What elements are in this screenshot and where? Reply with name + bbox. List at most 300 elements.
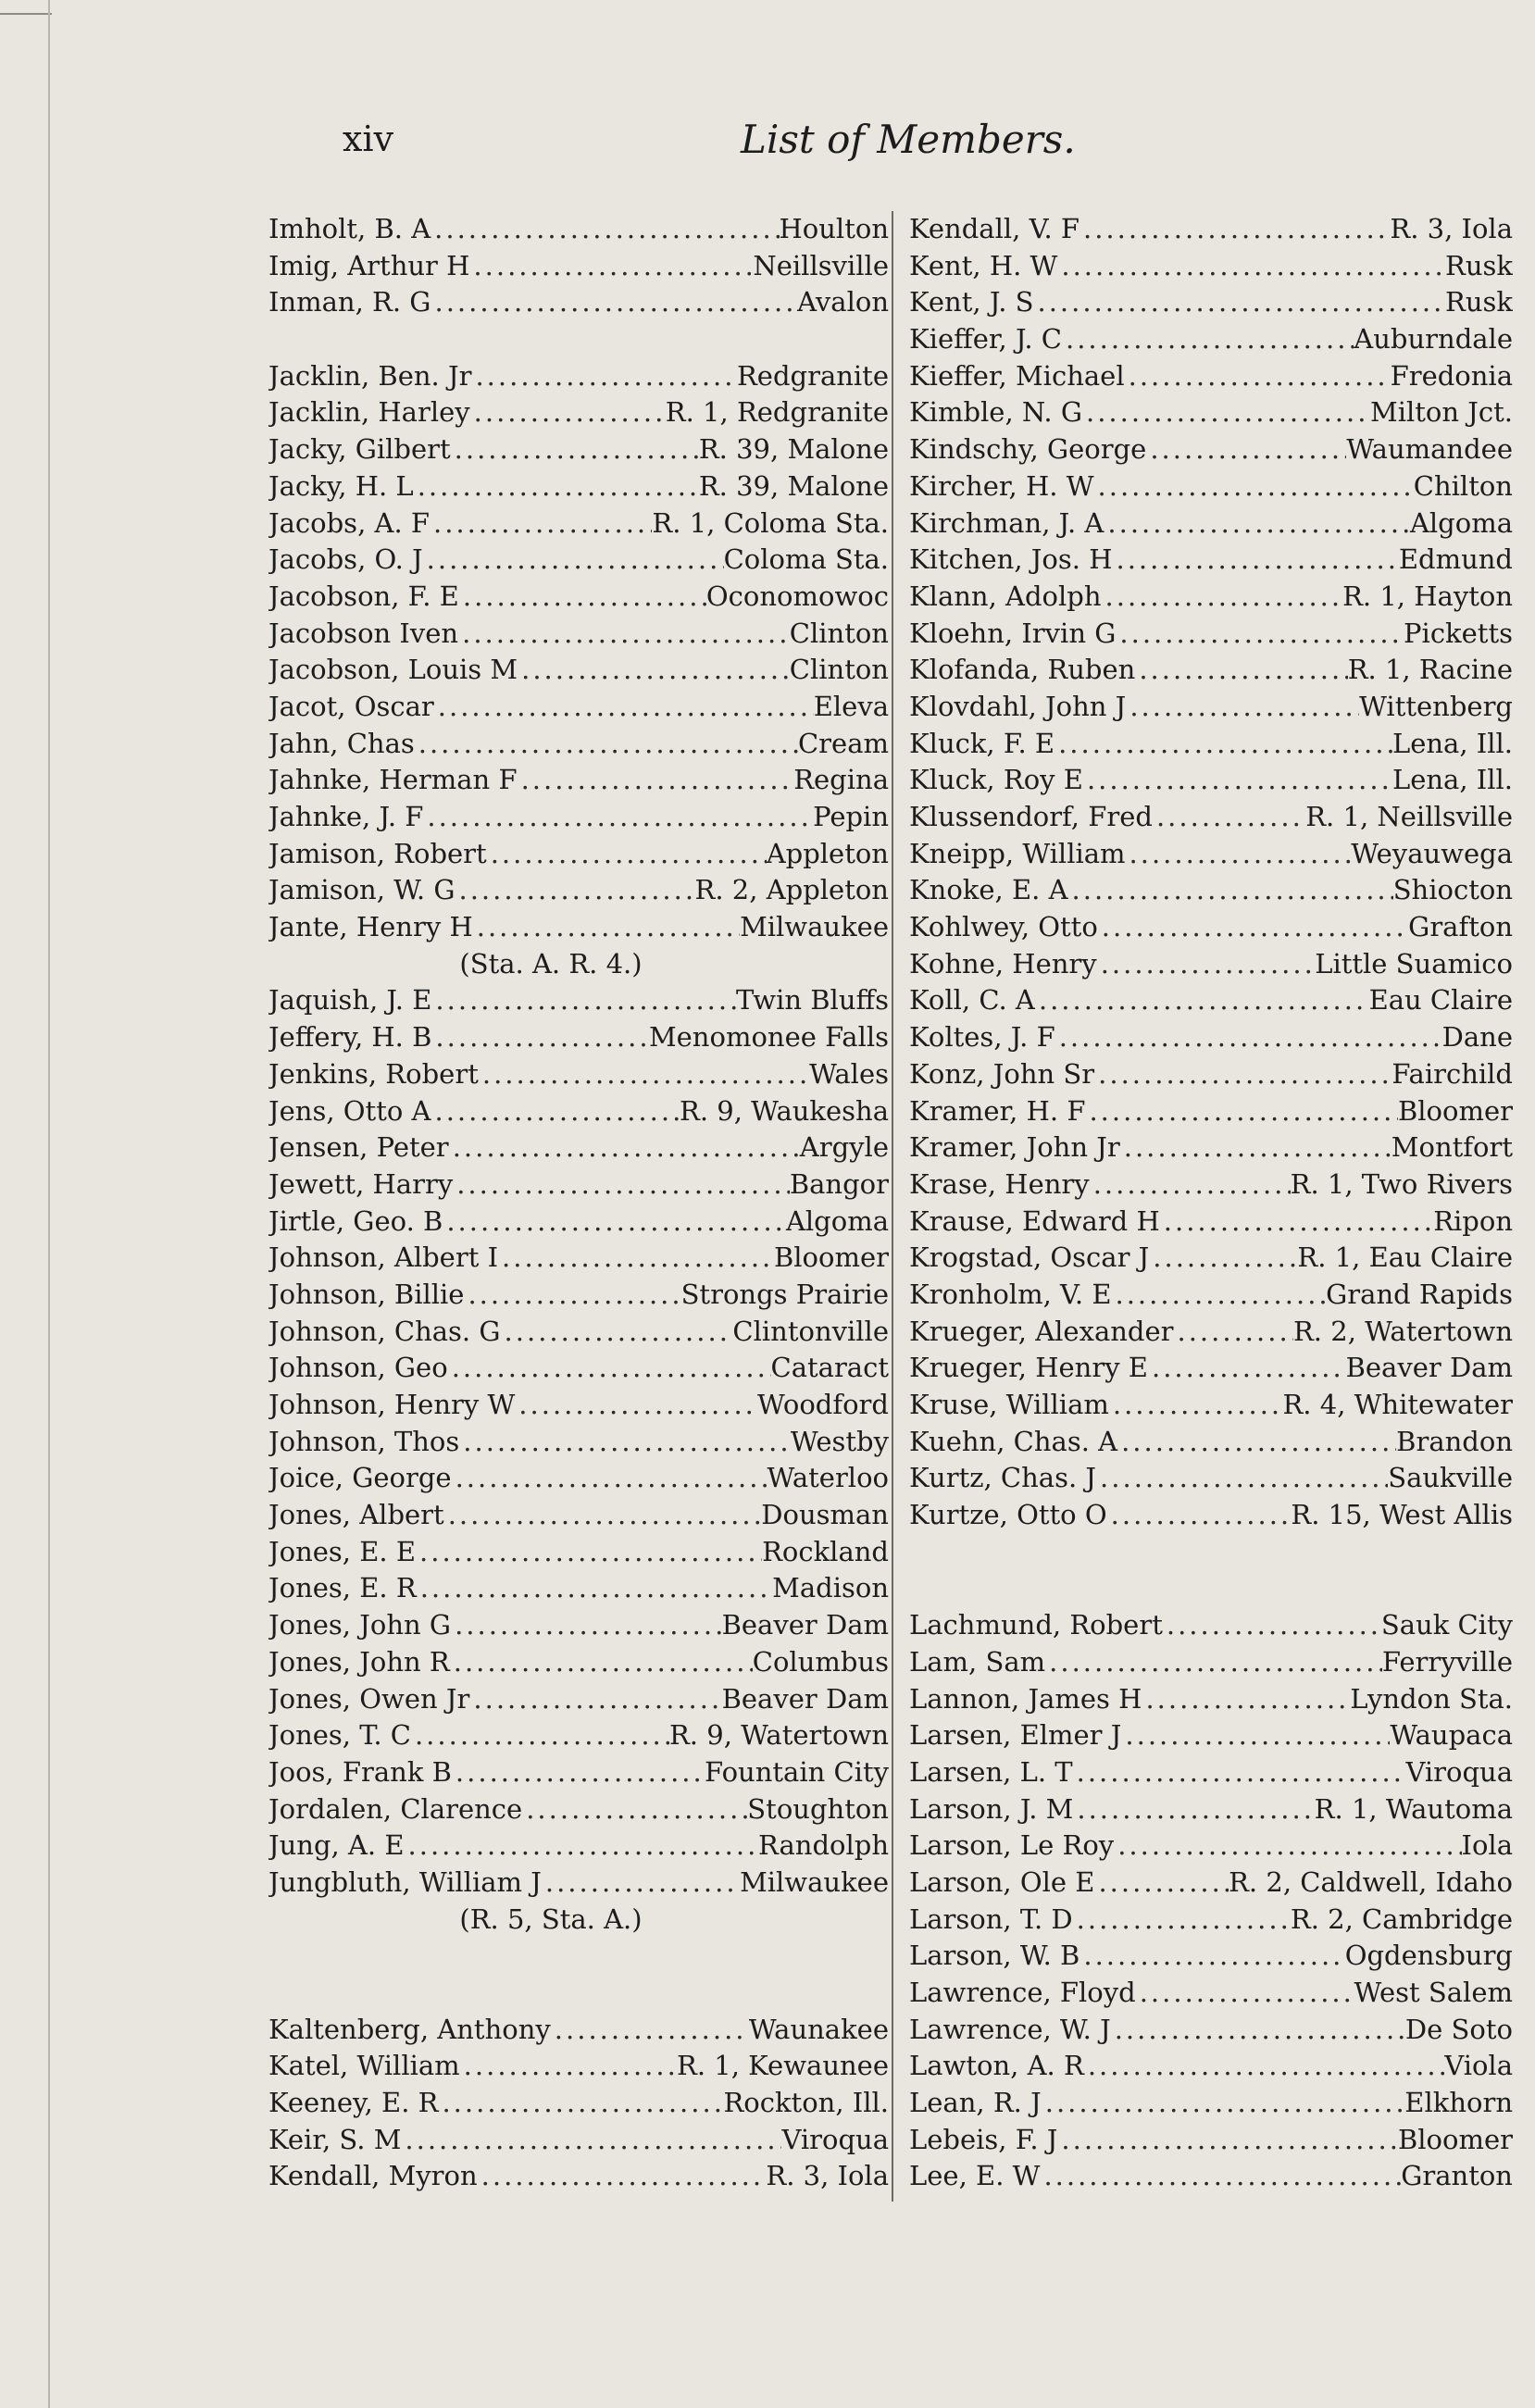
member-location: Eau Claire (1368, 984, 1513, 1017)
dot-leader (1102, 579, 1343, 616)
member-entry (268, 358, 889, 395)
member-entry (887, 1681, 1513, 1718)
dot-leader (498, 1240, 774, 1277)
member-location: Weyauwega (1351, 837, 1513, 869)
dot-leader (1112, 542, 1398, 579)
member-entry (268, 579, 889, 616)
dot-leader (1082, 394, 1370, 431)
member-entry (268, 1093, 889, 1130)
member-location: R. 3, Iola (1390, 213, 1513, 244)
member-name: Kent, J. S (909, 286, 1034, 318)
member-location: R. 39, Malone (698, 469, 889, 502)
dot-leader (1125, 358, 1391, 395)
dot-leader (1126, 689, 1359, 726)
member-entry (268, 1534, 889, 1571)
member-name: Jamison, W. G (268, 874, 456, 906)
member-location: Milwaukee (740, 911, 889, 943)
member-location: Madison (772, 1572, 889, 1604)
dot-leader (1112, 1277, 1327, 1314)
member-location: Neillsville (753, 249, 889, 281)
dot-leader (518, 762, 794, 799)
member-location: R. 2, Caldwell, Idaho (1229, 1865, 1513, 1898)
member-name: Larsen, Elmer J (909, 1719, 1122, 1752)
dot-leader (1104, 505, 1410, 543)
member-entry (268, 652, 889, 689)
dot-leader (431, 1019, 649, 1056)
member-location: Rockland (762, 1535, 889, 1567)
member-entry (887, 394, 1513, 431)
member-name: Kramer, John Jr (909, 1131, 1120, 1164)
member-location: R. 9, Waukesha (680, 1094, 889, 1127)
member-name: Kurtz, Chas. J (909, 1462, 1097, 1494)
member-entry (887, 1460, 1513, 1497)
member-entry (887, 1865, 1513, 1902)
member-location: Avalon (797, 286, 889, 318)
member-name: Imig, Arthur H (268, 249, 470, 281)
member-entry (887, 872, 1513, 909)
dot-leader (522, 1791, 747, 1828)
member-location: R. 1, Redgranite (665, 396, 889, 429)
running-title: List of Members. (741, 117, 1076, 162)
member-location: Milton Jct. (1370, 396, 1513, 429)
dot-leader (1034, 284, 1446, 321)
member-name: Jante, Henry H (268, 911, 473, 943)
member-name: Kohlwey, Otto (909, 911, 1098, 943)
member-entry (268, 1607, 889, 1644)
member-entry (268, 1460, 889, 1497)
member-entry (887, 762, 1513, 799)
dot-leader (1107, 1497, 1292, 1534)
member-name: Larson, Le Roy (909, 1829, 1115, 1862)
member-location: Dousman (761, 1499, 889, 1531)
member-entry (268, 1828, 889, 1865)
member-location: R. 1, Kewaunee (677, 2050, 889, 2082)
member-location: Fairchild (1391, 1057, 1513, 1090)
member-location: Montfort (1391, 1131, 1513, 1164)
member-location: R. 1, Hayton (1342, 580, 1513, 612)
member-entry (268, 689, 889, 726)
member-entry (887, 1093, 1513, 1130)
member-entry (887, 836, 1513, 873)
member-entry (268, 1204, 889, 1241)
member-entry (887, 1129, 1513, 1167)
member-location: Ripon (1433, 1204, 1513, 1237)
dot-leader (1135, 652, 1347, 689)
dot-leader (431, 1093, 680, 1130)
members-column-left (268, 211, 889, 2195)
member-name: Jacklin, Ben. Jr (268, 359, 472, 392)
dot-leader (1094, 468, 1414, 505)
member-name: Kendall, V. F (909, 213, 1079, 244)
member-name: Joice, George (268, 1462, 452, 1494)
member-entry (887, 358, 1513, 395)
member-entry (887, 1902, 1513, 1939)
member-name: Klussendorf, Fred (909, 801, 1153, 832)
member-name: Kurtze, Otto O (909, 1499, 1107, 1531)
member-location: Woodford (757, 1389, 889, 1420)
member-entry (887, 799, 1513, 836)
dot-leader (1055, 1019, 1442, 1056)
member-entry (887, 726, 1513, 763)
member-entry (268, 2158, 889, 2195)
member-name: Kendall, Myron (268, 2160, 478, 2192)
dot-leader (414, 468, 699, 505)
dot-leader (1160, 1204, 1433, 1241)
member-name: Jamison, Robert (268, 837, 487, 869)
member-entry (268, 468, 889, 505)
member-entry (268, 542, 889, 579)
member-entry (887, 579, 1513, 616)
member-entry (887, 2122, 1513, 2159)
dot-leader (1146, 431, 1346, 468)
member-name: Larson, Ole E (909, 1865, 1095, 1898)
member-location: Shiocton (1392, 874, 1513, 906)
member-location: Ferryville (1381, 1645, 1513, 1678)
member-entry (887, 2048, 1513, 2085)
dot-leader (1114, 1828, 1461, 1865)
member-entry (268, 909, 889, 946)
member-name: Jones, E. R (268, 1572, 417, 1604)
member-entry (887, 1019, 1513, 1056)
member-entry (887, 1167, 1513, 1204)
page-edge-line (48, 0, 50, 2408)
dot-leader (1153, 799, 1305, 836)
dot-leader (1035, 982, 1369, 1019)
dot-leader (451, 1607, 721, 1644)
member-name: Konz, John Sr (909, 1057, 1095, 1090)
member-name: Lawrence, Floyd (909, 1977, 1136, 2008)
member-entry (268, 872, 889, 909)
member-name: Jacklin, Harley (268, 396, 470, 429)
member-name: Johnson, Thos (268, 1425, 460, 1457)
dot-leader (431, 284, 797, 321)
member-location: Sauk City (1380, 1609, 1513, 1641)
member-name: Jahn, Chas (268, 727, 415, 759)
dot-leader (1090, 1167, 1291, 1204)
dot-leader (434, 689, 814, 726)
dot-leader (1085, 1093, 1398, 1130)
member-location: R. 1, Racine (1347, 654, 1513, 686)
member-location: Beaver Dam (721, 1609, 889, 1641)
member-entry (887, 284, 1513, 321)
member-entry (887, 1644, 1513, 1681)
member-location: Fredonia (1390, 359, 1513, 392)
member-location: Cataract (770, 1352, 889, 1384)
member-location: Columbus (752, 1645, 889, 1678)
dot-leader (469, 1681, 721, 1718)
member-name: Kohne, Henry (909, 947, 1097, 979)
entry-note-text: (R. 5, Sta. A.) (459, 1903, 643, 1935)
member-location: R. 1, Wautoma (1314, 1792, 1513, 1825)
member-name: Krase, Henry (909, 1167, 1090, 1200)
member-location: Clinton (789, 654, 889, 686)
dot-leader (415, 726, 798, 763)
member-entry (268, 1056, 889, 1093)
member-name: Lebeis, F. J (909, 2123, 1058, 2155)
member-location: Oconomowoc (705, 580, 889, 612)
member-location: Bloomer (773, 1241, 889, 1274)
member-entry (887, 1350, 1513, 1387)
member-location: Randolph (757, 1829, 889, 1862)
member-name: Johnson, Albert I (268, 1241, 499, 1274)
member-name: Jirtle, Geo. B (268, 1204, 443, 1237)
member-entry (268, 211, 889, 248)
member-entry (887, 1204, 1513, 1241)
member-name: Klann, Adolph (909, 580, 1102, 612)
dot-leader (443, 1204, 786, 1241)
member-location: R. 2, Appleton (694, 874, 889, 906)
member-entry (887, 2158, 1513, 2195)
dot-leader (444, 1497, 762, 1534)
member-location: Bangor (789, 1167, 889, 1200)
member-location: Westby (790, 1425, 889, 1457)
dot-leader (1109, 1387, 1283, 1424)
dot-leader (1097, 946, 1316, 983)
member-location: Strongs Prairie (680, 1278, 889, 1310)
member-location: Auburndale (1354, 323, 1513, 356)
member-name: Krueger, Henry E (909, 1352, 1148, 1384)
dot-leader (1045, 1644, 1382, 1681)
member-location: Lena, Ill. (1391, 727, 1513, 759)
member-name: Keir, S. M (268, 2123, 402, 2155)
member-name: Lam, Sam (909, 1645, 1046, 1678)
member-entry (268, 2085, 889, 2122)
dot-leader (471, 358, 736, 395)
dot-leader (1083, 762, 1392, 799)
dot-leader (1116, 616, 1404, 653)
member-name: Klofanda, Ruben (909, 654, 1136, 686)
member-name: Kruse, William (909, 1389, 1109, 1420)
member-location: Saukville (1388, 1462, 1513, 1494)
dot-leader (1055, 726, 1392, 763)
member-entry (887, 946, 1513, 983)
dot-leader (405, 1828, 758, 1865)
member-name: Klovdahl, John J (909, 690, 1127, 722)
member-entry (268, 431, 889, 468)
member-location: Ogdensburg (1344, 1940, 1513, 1972)
member-name: Jacobson Iven (268, 617, 459, 649)
dot-leader (453, 1167, 790, 1204)
dot-leader (423, 799, 813, 836)
member-location: Argyle (799, 1131, 889, 1164)
member-entry (887, 1424, 1513, 1461)
member-entry (268, 1350, 889, 1387)
member-location: Houlton (779, 213, 889, 244)
dot-leader (478, 2158, 767, 2195)
member-entry (268, 1497, 889, 1534)
member-location: Waunakee (748, 2013, 889, 2045)
dot-leader (1040, 2158, 1401, 2195)
page-corner-rule (0, 0, 52, 15)
member-location: R. 9, Watertown (668, 1719, 889, 1752)
member-name: Kent, H. W (909, 249, 1058, 281)
dot-leader (451, 431, 699, 468)
dot-leader (1120, 1129, 1391, 1167)
member-name: Lean, R. J (909, 2087, 1042, 2119)
member-name: Jones, Owen Jr (268, 1682, 470, 1715)
member-name: Krueger, Alexander (909, 1315, 1174, 1347)
members-column-right (887, 211, 1513, 2195)
member-name: Kaltenberg, Anthony (268, 2013, 551, 2045)
member-name: Kneipp, William (909, 837, 1126, 869)
dot-leader (1084, 2048, 1444, 2085)
dot-leader (1149, 1240, 1297, 1277)
member-name: Katel, William (268, 2050, 460, 2082)
dot-leader (459, 1424, 791, 1461)
member-location: R. 1, Neillsville (1305, 801, 1513, 832)
member-entry (268, 505, 889, 543)
member-location: Viroqua (781, 2123, 889, 2155)
member-name: Jensen, Peter (268, 1131, 449, 1164)
member-location: West Salem (1354, 1977, 1513, 2008)
member-name: Lee, E. W (909, 2160, 1041, 2192)
member-location: Waterloo (767, 1462, 889, 1494)
member-location: Regina (793, 764, 889, 796)
member-location: Wittenberg (1359, 690, 1513, 722)
member-name: Kircher, H. W (909, 469, 1094, 502)
dot-leader (1121, 1717, 1390, 1754)
member-entry (268, 1167, 889, 1204)
dot-leader (1142, 1681, 1350, 1718)
dot-leader (1073, 1754, 1406, 1791)
member-entry (268, 1314, 889, 1351)
dot-leader (518, 652, 790, 689)
member-entry (268, 982, 889, 1019)
blank-row (887, 1570, 1513, 1607)
dot-leader (1136, 1975, 1354, 2012)
member-name: Kuehn, Chas. A (909, 1425, 1118, 1457)
member-name: Keeney, E. R (268, 2087, 439, 2119)
member-entry (887, 1314, 1513, 1351)
member-name: Inman, R. G (268, 286, 431, 318)
member-name: Kluck, F. E (909, 727, 1055, 759)
member-name: Koltes, J. F (909, 1021, 1055, 1054)
member-name: Kirchman, J. A (909, 506, 1104, 539)
member-location: Redgranite (736, 359, 889, 392)
dot-leader (1073, 1791, 1314, 1828)
member-location: Picketts (1404, 617, 1513, 649)
member-name: Lannon, James H (909, 1682, 1142, 1715)
member-location: Eleva (813, 690, 889, 722)
member-location: De Soto (1404, 2013, 1513, 2045)
member-location: Viroqua (1405, 1755, 1513, 1788)
member-entry (268, 1424, 889, 1461)
member-entry (268, 1644, 889, 1681)
member-name: Jacky, Gilbert (268, 433, 451, 466)
member-name: Larson, T. D (909, 1903, 1073, 1935)
member-name: Krause, Edward H (909, 1204, 1160, 1237)
member-location: Lena, Ill. (1391, 764, 1513, 796)
dot-leader (459, 579, 706, 616)
member-location: Brandon (1396, 1425, 1513, 1457)
member-location: Algoma (1409, 506, 1513, 539)
member-entry (268, 1240, 889, 1277)
member-entry (887, 431, 1513, 468)
dot-leader (487, 836, 767, 873)
member-location: Fountain City (705, 1755, 889, 1788)
dot-leader (1079, 1938, 1344, 1975)
member-location: Grand Rapids (1326, 1278, 1513, 1310)
dot-leader (1062, 321, 1354, 358)
member-entry (268, 836, 889, 873)
member-name: Lachmund, Robert (909, 1609, 1163, 1641)
member-location: R. 39, Malone (698, 433, 889, 466)
member-entry (887, 2085, 1513, 2122)
member-location: Bloomer (1397, 1094, 1513, 1127)
member-entry (887, 468, 1513, 505)
dot-leader (1174, 1314, 1293, 1351)
member-entry (887, 909, 1513, 946)
member-location: R. 1, Coloma Sta. (652, 506, 889, 539)
member-name: Imholt, B. A (268, 213, 431, 244)
member-name: Johnson, Geo (268, 1352, 448, 1384)
member-entry (268, 2048, 889, 2085)
member-name: Jones, E. E (268, 1535, 417, 1567)
member-name: Lawrence, W. J (909, 2013, 1111, 2045)
member-name: Jones, John R (268, 1645, 450, 1678)
member-name: Knoke, E. A (909, 874, 1068, 906)
member-entry (268, 394, 889, 431)
page-number: xiv (343, 119, 394, 159)
member-entry (887, 652, 1513, 689)
blank-row (268, 1975, 889, 2012)
member-name: Jacobs, O. J (268, 543, 423, 576)
member-entry (887, 1387, 1513, 1424)
dot-leader (1148, 1350, 1346, 1387)
member-location: Algoma (785, 1204, 889, 1237)
member-location: Twin Bluffs (735, 984, 889, 1017)
member-location: Rusk (1445, 249, 1513, 281)
dot-leader (430, 505, 652, 543)
blank-row (887, 1534, 1513, 1571)
member-name: Johnson, Billie (268, 1278, 465, 1310)
member-entry (268, 616, 889, 653)
dot-leader (1073, 1902, 1291, 1939)
member-location: Edmund (1398, 543, 1513, 576)
dot-leader (431, 211, 779, 248)
blank-row (268, 321, 889, 358)
member-location: R. 1, Two Rivers (1290, 1167, 1513, 1200)
member-location: R. 2, Cambridge (1290, 1903, 1513, 1935)
member-location: Clinton (789, 617, 889, 649)
member-name: Jungbluth, William J (268, 1865, 542, 1898)
member-name: Kieffer, J. C (909, 323, 1062, 356)
dot-leader (542, 1865, 740, 1902)
member-entry (887, 1607, 1513, 1644)
member-name: Jones, John G (268, 1609, 452, 1641)
member-entry (887, 505, 1513, 543)
member-entry (268, 1717, 889, 1754)
member-name: Jens, Otto A (268, 1094, 431, 1127)
dot-leader (423, 542, 724, 579)
member-entry (268, 1570, 889, 1607)
dot-leader (470, 394, 666, 431)
dot-leader (1042, 2085, 1405, 2122)
dot-leader (1126, 836, 1352, 873)
dot-leader (416, 1534, 762, 1571)
member-entry (268, 2012, 889, 2049)
member-name: Kitchen, Jos. H (909, 543, 1113, 576)
member-location: Bloomer (1397, 2123, 1513, 2155)
member-entry (887, 2012, 1513, 2049)
dot-leader (1068, 872, 1393, 909)
member-location: R. 4, Whitewater (1282, 1389, 1513, 1420)
member-location: Appleton (766, 837, 889, 869)
member-name: Jacobson, Louis M (268, 654, 518, 686)
member-location: R. 2, Watertown (1292, 1315, 1513, 1347)
member-entry (268, 1754, 889, 1791)
member-name: Kindschy, George (909, 433, 1147, 466)
